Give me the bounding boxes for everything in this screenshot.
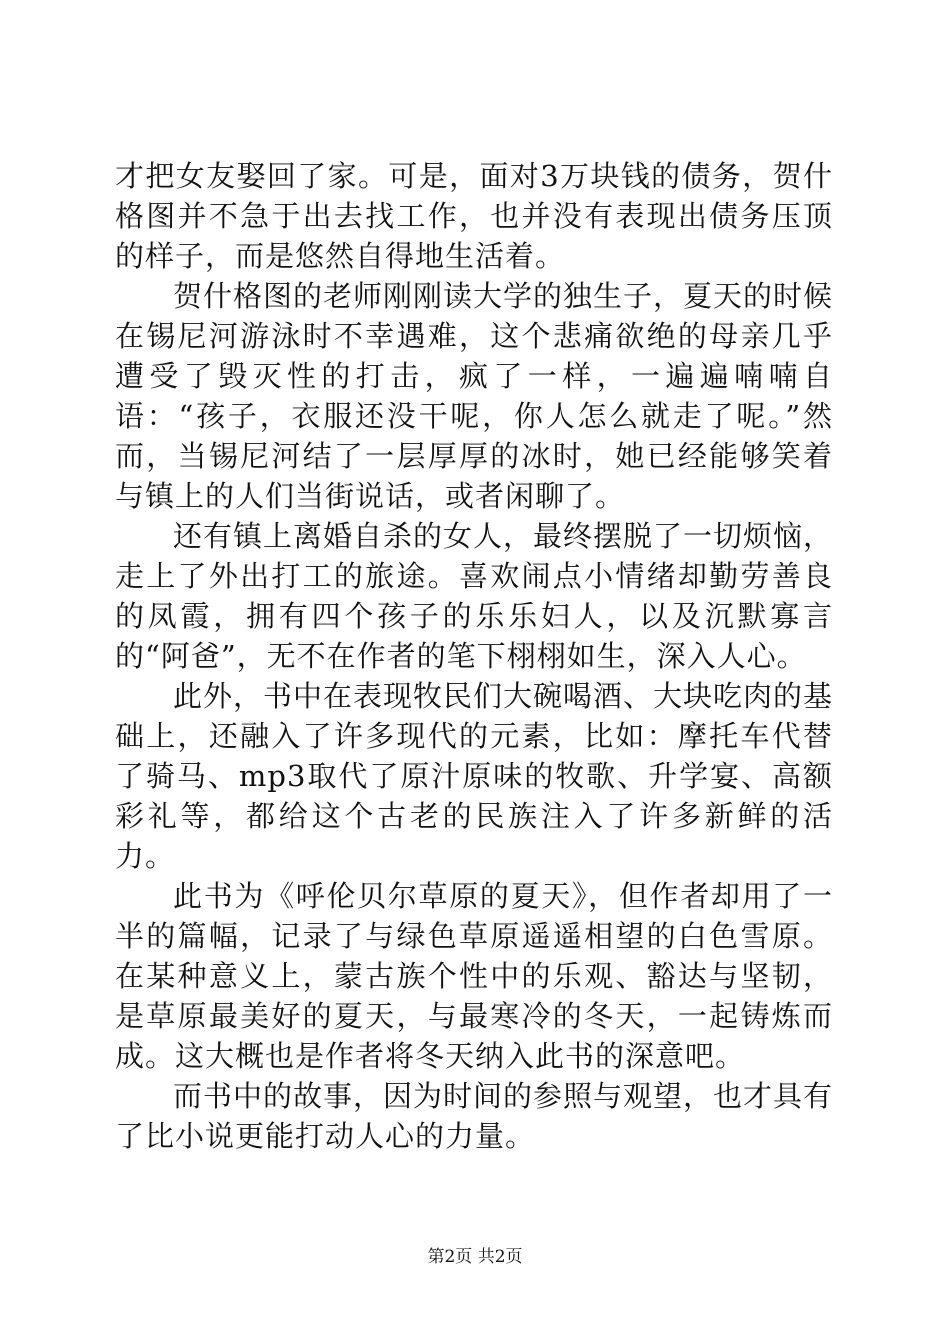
paragraph-townspeople: 还有镇上离婚自杀的女人，最终摆脱了一切烦恼，走上了外出打工的旅途。喜欢闹点小情绪却勤劳善良的凤霞，拥有四个孩子的乐乐妇人，以及沉默寡言的“阿爸”，无不在作者的笔下栩栩如生，深入人心。 xyxy=(115,519,834,673)
page-number-footer: 第2页 共2页 xyxy=(427,1247,523,1267)
paragraph-continuation: 才把女友娶回了家。可是，面对3万块钱的债务，贺什格图并不急于出去找工作，也并没有表现出债务压顶的样子，而是悠然自得地生活着。 xyxy=(115,159,833,273)
paragraph-book-title: 此书为《呼伦贝尔草原的夏天》，但作者却用了一半的篇幅，记录了与绿色草原遥遥相望的白色雪原。在某种意义上，蒙古族个性中的乐观、豁达与坚韧，是草原最美好的夏天，与最寒冷的冬天，一起铸炼而成。这大概也是作者将冬天纳入此书的深意吧。 xyxy=(115,879,833,1073)
paragraph-conclusion: 而书中的故事，因为时间的参照与观望，也才具有了比小说更能打动人心的力量。 xyxy=(115,1079,834,1153)
paragraph-modern-elements: 此外，书中在表现牧民们大碗喝酒、大块吃肉的基础上，还融入了许多现代的元素，比如：摩托车代替了骑马、mp3取代了原汁原味的牧歌、升学宴、高额彩礼等，都给这个古老的民族注入了许多新鲜的活力。 xyxy=(115,679,834,873)
document-body xyxy=(115,156,833,1156)
paragraph-teacher: 贺什格图的老师刚刚读大学的独生子，夏天的时候在锡尼河游泳时不幸遇难，这个悲痛欲绝的母亲几乎遭受了毁灭性的打击，疯了一样，一遍遍喃喃自语：“孩子，衣服还没干呢，你人怎么就走了呢。”然而，当锡尼河结了一层厚厚的冰时，她已经能够笑着与镇上的人们当街说话，或者闲聊了。 xyxy=(115,279,834,513)
